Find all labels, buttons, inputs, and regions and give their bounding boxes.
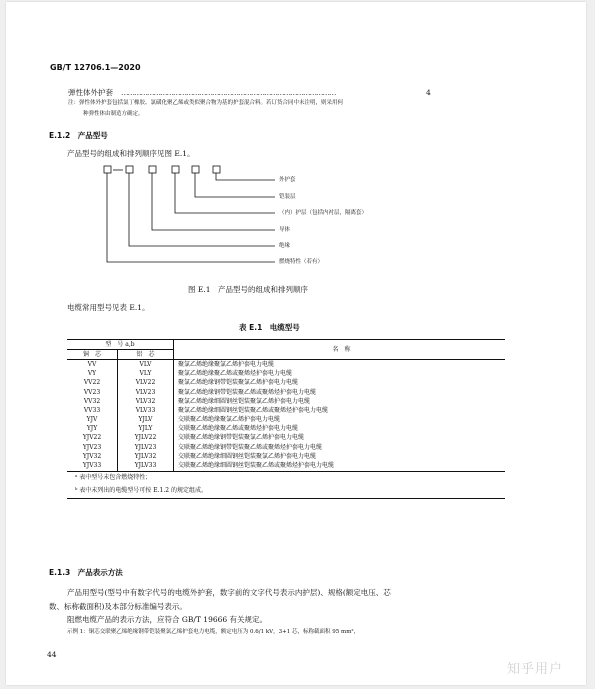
table-row: [67, 370, 505, 379]
cell-aluminium: VLV33: [118, 406, 174, 415]
table-header-row: [67, 340, 505, 350]
box-insulation: [126, 166, 133, 173]
label-conductor: 导体: [279, 227, 291, 233]
cell-name: 交联聚乙烯绝缘钢带铠装聚乙烯或聚烯烃护套电力电缆: [178, 443, 323, 451]
cell-aluminium: YJLY: [118, 425, 174, 434]
section-e13-heading: E.1.3 产品表示方法: [49, 568, 123, 577]
cell-copper: VY: [67, 370, 118, 379]
cell-name: 交联聚乙烯绝缘细圆钢丝铠装聚乙烯或聚烯烃护套电力电缆: [178, 462, 335, 470]
cell-name: 聚氯乙烯绝缘钢带铠装聚氯乙烯护套电力电缆: [178, 379, 299, 387]
cell-aluminium: YJLV23: [118, 443, 174, 452]
table-row: [67, 434, 505, 443]
e13-para1-line2: 数、标称截面积)及本部分标准编号表示。: [49, 602, 187, 611]
section-e12-intro: 产品型号的组成和排列顺序见图 E.1。: [67, 149, 195, 158]
prev-row-value: 4: [426, 88, 431, 97]
cell-copper: YJV23: [67, 443, 118, 452]
cell-name: 交联聚乙烯绝缘钢带铠装聚氯乙烯护套电力电缆: [178, 434, 305, 442]
cell-aluminium: YJLV33: [118, 461, 174, 471]
cell-aluminium: YJLV32: [118, 452, 174, 461]
cell-copper: VV23: [67, 388, 118, 397]
cell-copper: YJV33: [67, 461, 118, 471]
cell-aluminium: VLV22: [118, 379, 174, 388]
note-line-2: 种弹性体由制造方确定。: [83, 111, 144, 117]
cell-copper: VV22: [67, 379, 118, 388]
cell-aluminium: YJLV: [118, 416, 174, 425]
table-row: [67, 425, 505, 434]
e13-para1-line1: 产品用型号(型号中有数字代号的电缆外护套，数字前的文字代号表示内护层)、规格(额定电压、芯: [67, 588, 391, 597]
cell-copper: YJY: [67, 425, 118, 434]
header-copper: 铜 芯: [67, 350, 118, 360]
standard-header: GB/T 12706.1—2020: [50, 63, 141, 72]
box-armour: [192, 166, 199, 173]
table-row: [67, 443, 505, 452]
e13-example-1: 示例 1：铜芯交联聚乙烯绝缘钢带铠装聚氯乙烯护套电力电缆，额定电压为 0.6/1 kV，3+1 芯，标称截面积 95 mm²，: [67, 629, 360, 635]
table-intro: 电缆常用型号见表 E.1。: [67, 303, 150, 312]
cell-aluminium: VLV32: [118, 397, 174, 406]
cell-name: 聚氯乙烯绝缘细圆钢丝铠装聚氯乙烯护套电力电缆: [178, 397, 311, 405]
cell-name: 聚氯乙烯绝缘细圆钢丝铠装聚乙烯或聚烯烃护套电力电缆: [178, 406, 329, 414]
cell-name: 聚氯乙烯绝缘聚乙烯或聚烯烃护套电力电缆: [178, 370, 293, 378]
leader-insulation: [129, 173, 275, 246]
leader-combustion: [107, 173, 275, 262]
table-row: [67, 461, 505, 471]
prev-row-label: 弹性体外护套: [68, 88, 113, 97]
footnote-a: ᵃ 表中型号未包含燃烧特性；: [75, 474, 152, 482]
label-combustion: 燃烧特性（若有）: [279, 259, 324, 265]
table-row: [67, 452, 505, 461]
label-armour: 铠装层: [279, 194, 296, 200]
footnote-b: ᵇ 表中未列出的电缆型号可按 E.1.2 的规定组成。: [75, 487, 207, 495]
table-row: [67, 388, 505, 397]
table-row: [67, 406, 505, 415]
box-outer-sheath: [213, 166, 220, 173]
cell-copper: VV: [67, 360, 118, 370]
leader-outer-sheath: [216, 173, 275, 180]
label-insulation: 绝缘: [279, 243, 291, 249]
page-number: 44: [47, 650, 57, 659]
cell-copper: VV32: [67, 397, 118, 406]
cell-aluminium: YJLV22: [118, 434, 174, 443]
cell-copper: YJV32: [67, 452, 118, 461]
cell-name: 聚氯乙烯绝缘聚氯乙烯护套电力电缆: [178, 360, 275, 368]
prev-row-dots: ………………………………………………………………………………………: [121, 88, 336, 97]
label-outer-sheath: 外护套: [279, 177, 296, 183]
document-page: [6, 2, 586, 685]
leader-inner-sheath: [175, 173, 275, 213]
box-combustion: [104, 166, 111, 173]
cell-aluminium: VLV: [118, 360, 174, 370]
table-row: [67, 379, 505, 388]
cell-name: 交联聚乙烯绝缘聚乙烯或聚烯烃护套电力电缆: [178, 425, 299, 433]
header-model: 型 号 a,b: [67, 340, 174, 350]
table-caption: 表 E.1 电缆型号: [239, 323, 300, 332]
header-name: 名 称: [332, 345, 351, 353]
figure-caption: 图 E.1 产品型号的组成和排列顺序: [188, 285, 309, 294]
cell-name: 聚氯乙烯绝缘钢带铠装聚乙烯或聚烯烃护套电力电缆: [178, 388, 317, 396]
cell-copper: YJV: [67, 416, 118, 425]
box-conductor: [149, 166, 156, 173]
section-e12-heading: E.1.2 产品型号: [49, 131, 108, 140]
cell-aluminium: VLV23: [118, 388, 174, 397]
leader-conductor: [152, 173, 275, 230]
cell-copper: VV33: [67, 406, 118, 415]
footnote-row-b: [67, 485, 505, 499]
table-row: [67, 360, 505, 370]
leader-armour: [195, 173, 275, 197]
label-inner-sheath: （内）护层（包括内衬层，隔离套）: [279, 210, 368, 216]
table-row: [67, 416, 505, 425]
cell-name: 交联聚乙烯绝缘细圆钢丝铠装聚氯乙烯护套电力电缆: [178, 452, 317, 460]
watermark: 知乎用户: [507, 662, 564, 677]
e13-para2: 阻燃电缆产品的表示方法，应符合 GB/T 19666 有关规定。: [67, 615, 268, 624]
footnote-row-a: [67, 471, 505, 485]
box-inner-sheath: [172, 166, 179, 173]
note-line-1: 注：弹性体外护套包括氯丁橡胶、氯磺化聚乙烯或类似聚合物为基的护套混合料。若订货合同中未注明，则采用何: [68, 100, 344, 106]
cell-aluminium: VLY: [118, 370, 174, 379]
table-row: [67, 397, 505, 406]
header-aluminium: 铝 芯: [118, 350, 174, 360]
cell-name: 交联聚乙烯绝缘聚氯乙烯护套电力电缆: [178, 416, 281, 424]
cell-copper: YJV22: [67, 434, 118, 443]
cable-model-table: [67, 339, 505, 499]
